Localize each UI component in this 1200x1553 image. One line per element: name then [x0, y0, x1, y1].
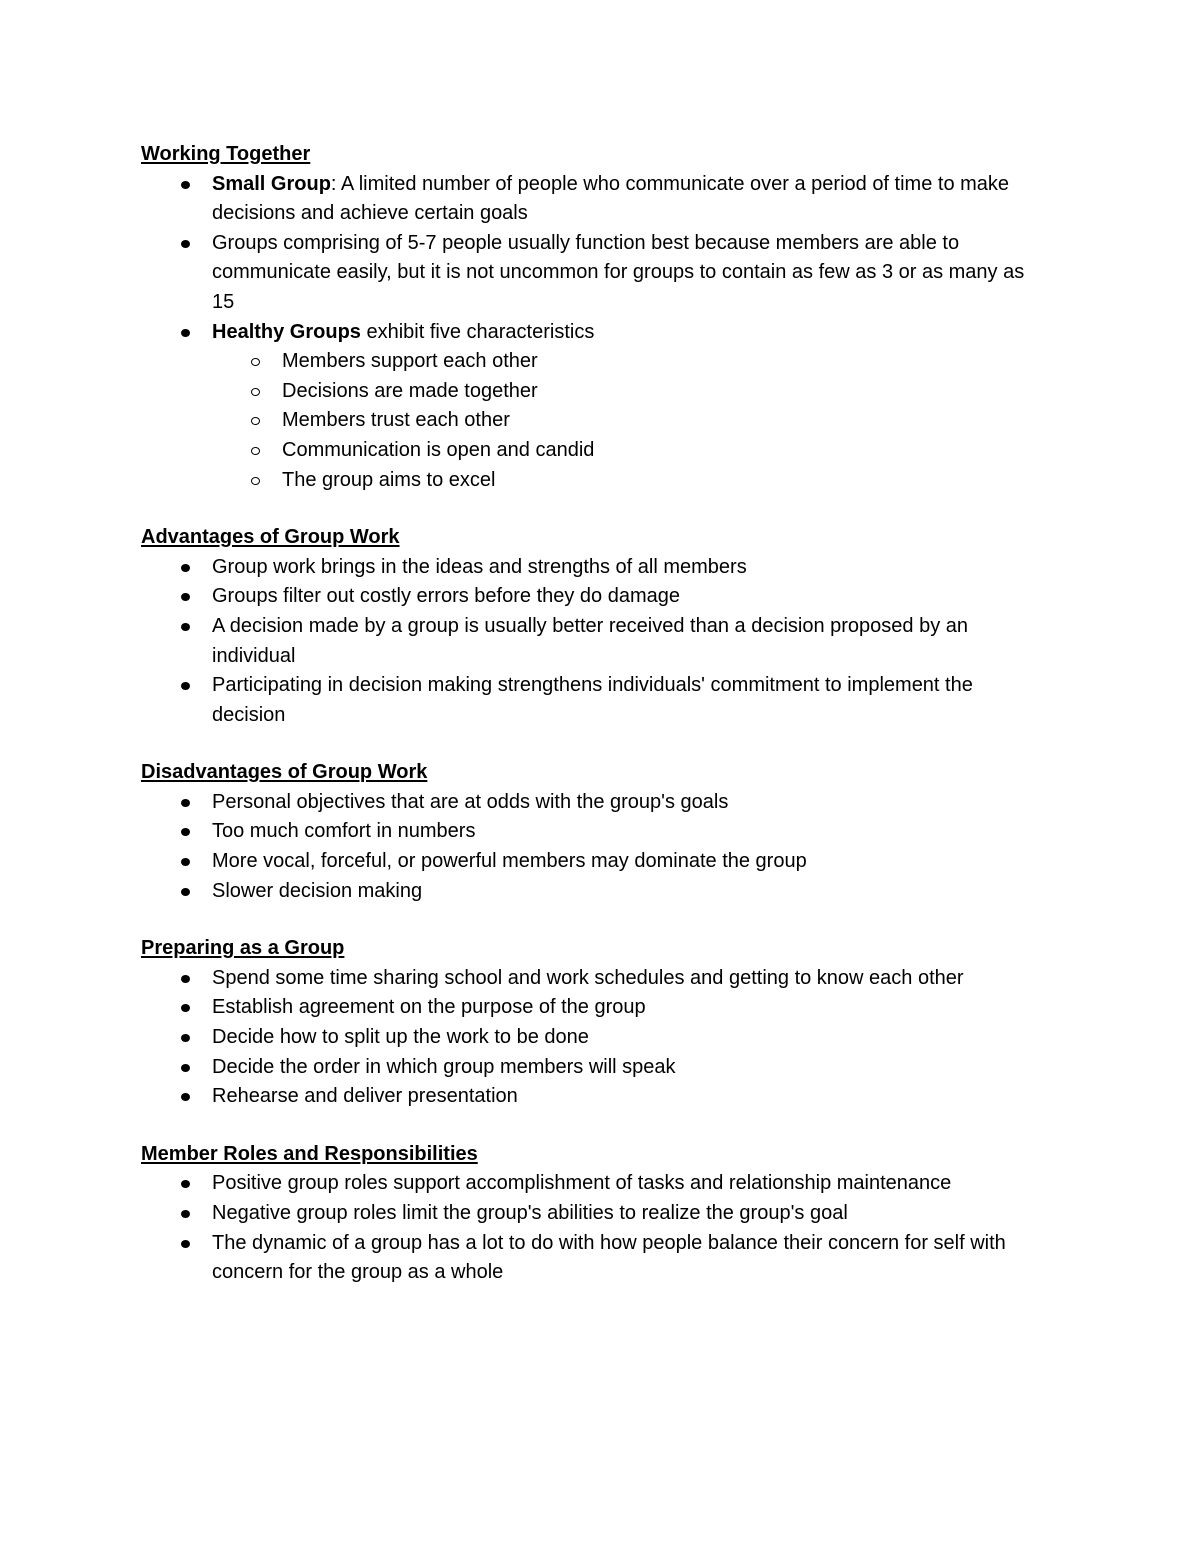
hollow-bullet-icon	[251, 447, 260, 455]
list-item	[141, 993, 1041, 1023]
bullet-icon	[181, 682, 190, 690]
item-text: The dynamic of a group has a lot to do with how people balance their concern for self with concern for the group as a whole	[212, 1231, 1006, 1284]
item-text: Too much comfort in numbers	[212, 820, 476, 843]
section-heading: Disadvantages of Group Work	[141, 761, 428, 784]
bullet-icon	[181, 828, 190, 836]
item-text: Spend some time sharing school and work schedules and getting to know each other	[212, 966, 964, 989]
hollow-bullet-icon	[251, 388, 260, 396]
bullet-icon	[181, 1064, 190, 1072]
item-text: Rehearse and deliver presentation	[212, 1085, 518, 1108]
section-advantages	[141, 523, 1041, 730]
hollow-bullet-icon	[251, 417, 260, 425]
sub-item-text: Members trust each other	[282, 409, 510, 432]
list-item	[141, 847, 1041, 877]
bullet-icon	[181, 1210, 190, 1218]
sub-list-item	[141, 466, 1041, 496]
list-item	[141, 582, 1041, 612]
list-item	[141, 1082, 1041, 1112]
item-text: Decide the order in which group members will speak	[212, 1055, 676, 1078]
section-disadvantages	[141, 758, 1041, 906]
list-item	[141, 229, 1041, 318]
sub-item-text: Members support each other	[282, 350, 538, 373]
sub-item-text: The group aims to excel	[282, 468, 496, 491]
sub-list	[212, 347, 1041, 495]
item-text: Groups comprising of 5-7 people usually function best because members are able to communicate easily, but it is not uncommon for groups to contain as few as 3 or as many as 15	[212, 231, 1025, 313]
section-preparing	[141, 934, 1041, 1112]
list-item	[141, 553, 1041, 583]
bullet-list	[141, 788, 1041, 906]
item-text: Negative group roles limit the group's abilities to realize the group's goal	[212, 1202, 848, 1224]
term-bold: Healthy Groups	[212, 320, 361, 343]
list-item	[141, 964, 1041, 994]
item-text: Establish agreement on the purpose of the group	[212, 996, 646, 1019]
item-text: More vocal, forceful, or powerful members may dominate the group	[212, 850, 807, 873]
sub-list-item	[141, 377, 1041, 407]
sub-item-text: Decisions are made together	[282, 379, 538, 402]
item-text: exhibit five characteristics	[360, 320, 595, 343]
bullet-icon	[181, 858, 190, 866]
hollow-bullet-icon	[251, 477, 260, 485]
section-heading: Member Roles and Responsibilities	[141, 1142, 478, 1165]
section-member-roles	[141, 1140, 1041, 1288]
list-item	[141, 1169, 1041, 1199]
item-text: Groups filter out costly errors before they do damage	[212, 585, 681, 608]
bullet-icon	[181, 564, 190, 572]
bullet-icon	[181, 799, 190, 807]
bullet-icon	[181, 329, 190, 337]
bullet-icon	[181, 623, 190, 631]
list-item	[141, 1199, 1041, 1229]
sub-item-text: Communication is open and candid	[282, 438, 595, 461]
list-item	[141, 170, 1041, 229]
list-item	[141, 318, 1041, 496]
bullet-icon	[181, 181, 190, 189]
list-item	[141, 1023, 1041, 1053]
bullet-icon	[181, 975, 190, 983]
term-bold: Small Group	[212, 172, 331, 195]
list-item	[141, 877, 1041, 907]
list-item	[141, 612, 1041, 671]
list-item	[141, 1229, 1041, 1288]
bullet-list	[141, 964, 1041, 1112]
bullet-icon	[181, 593, 190, 601]
item-text: A decision made by a group is usually better received than a decision proposed by an individual	[212, 614, 969, 667]
section-heading: Working Together	[141, 143, 311, 165]
document-body	[141, 140, 1041, 1288]
bullet-list	[141, 1169, 1041, 1287]
sub-list-item	[141, 347, 1041, 377]
bullet-icon	[181, 1034, 190, 1042]
section-heading: Preparing as a Group	[141, 937, 345, 960]
item-text: Group work brings in the ideas and strengths of all members	[212, 555, 747, 578]
item-text: Positive group roles support accomplishment of tasks and relationship maintenance	[212, 1172, 952, 1195]
bullet-list	[141, 170, 1041, 496]
list-item	[141, 788, 1041, 818]
list-item	[141, 671, 1041, 730]
bullet-icon	[181, 1004, 190, 1012]
item-text: : A limited number of people who communicate over a period of time to make decisions and achieve certain goals	[212, 172, 1010, 225]
section-working-together	[141, 140, 1041, 495]
hollow-bullet-icon	[251, 358, 260, 366]
item-text: Personal objectives that are at odds with the group's goals	[212, 790, 729, 813]
section-heading: Advantages of Group Work	[141, 526, 400, 549]
bullet-icon	[181, 240, 190, 248]
list-item	[141, 817, 1041, 847]
bullet-icon	[181, 888, 190, 896]
sub-list-item	[141, 436, 1041, 466]
bullet-icon	[181, 1093, 190, 1101]
bullet-icon	[181, 1180, 190, 1188]
bullet-list	[141, 553, 1041, 731]
bullet-icon	[181, 1240, 190, 1248]
item-text: Slower decision making	[212, 879, 423, 902]
item-text: Participating in decision making strengthens individuals' commitment to implement the decision	[212, 674, 973, 726]
sub-list-item	[141, 406, 1041, 436]
list-item	[141, 1053, 1041, 1083]
item-text: Decide how to split up the work to be done	[212, 1026, 589, 1049]
